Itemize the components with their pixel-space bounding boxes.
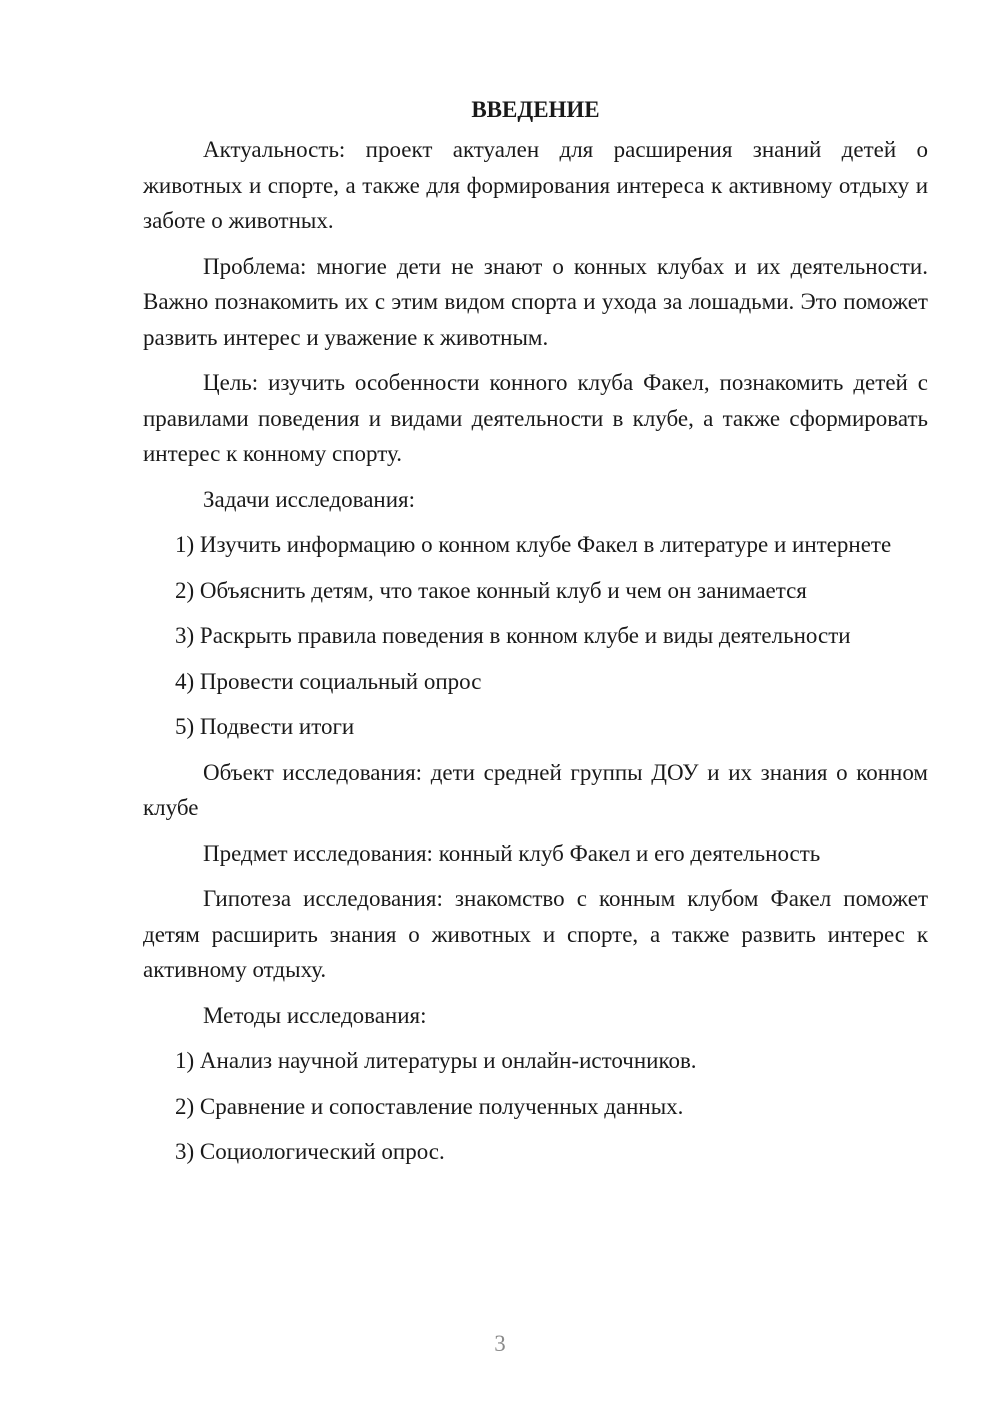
methods-heading: Методы исследования: bbox=[203, 1002, 427, 1028]
task-item: 5) Подвести итоги bbox=[175, 714, 355, 739]
page-title: ВВЕДЕНИЕ bbox=[471, 97, 600, 122]
subject-paragraph: Предмет исследования: конный клуб Факел и его деятельность bbox=[203, 840, 821, 866]
method-item: 1) Анализ научной литературы и онлайн-источников. bbox=[175, 1048, 697, 1073]
task-item: 1) Изучить информацию о конном клубе Факел в литературе и интернете bbox=[175, 532, 892, 557]
tasks-list bbox=[143, 527, 928, 745]
tasks-heading: Задачи исследования: bbox=[203, 486, 416, 512]
hypothesis-paragraph: Гипотеза исследования: знакомство с конным клубом Факел поможет детям расширить знания о животных и спорте, а также развить интерес к активному отдыху. bbox=[143, 886, 928, 982]
problem-paragraph: Проблема: многие дети не знают о конных клубах и их деятельности. Важно познакомить их с этим видом спорта и ухода за лошадьми. Это поможет развить интерес и уважение к животным. bbox=[143, 253, 928, 350]
page-number: 3 bbox=[494, 1331, 506, 1356]
relevance-paragraph: Актуальность: проект актуален для расширения знаний детей о животных и спорте, а также для формирования интереса к активному отдыху и заботе о животных. bbox=[143, 137, 928, 233]
task-item: 4) Провести социальный опрос bbox=[175, 668, 482, 694]
task-item: 3) Раскрыть правила поведения в конном клубе и виды деятельности bbox=[175, 623, 851, 648]
object-paragraph: Объект исследования: дети средней группы ДОУ и их знания о конном клубе bbox=[143, 759, 928, 820]
methods-list bbox=[143, 1043, 928, 1170]
document-page bbox=[143, 92, 928, 1180]
method-item: 3) Социологический опрос. bbox=[175, 1139, 445, 1164]
method-item: 2) Сравнение и сопоставление полученных данных. bbox=[175, 1093, 684, 1119]
goal-paragraph: Цель: изучить особенности конного клуба Факел, познакомить детей с правилами поведения и видами деятельности в клубе, а также сформировать интерес к конному спорту. bbox=[143, 370, 928, 466]
task-item: 2) Объяснить детям, что такое конный клуб и чем он занимается bbox=[175, 577, 807, 603]
